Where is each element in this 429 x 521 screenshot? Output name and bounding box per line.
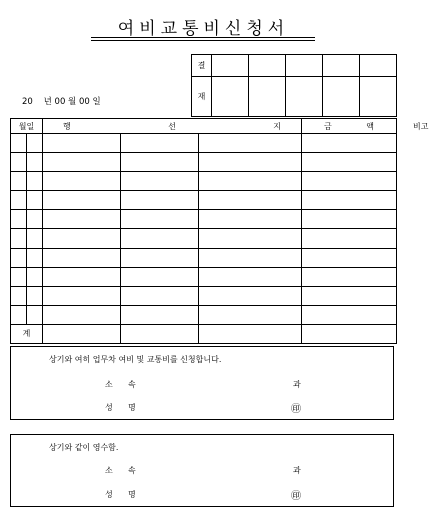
amount-cell[interactable] — [199, 153, 302, 172]
route-from-cell[interactable] — [43, 229, 121, 248]
amount-cell[interactable] — [199, 191, 302, 210]
day-cell[interactable] — [27, 153, 43, 172]
title-underline-bottom — [91, 40, 315, 41]
receipt-affiliation-label: 소 속 — [105, 466, 136, 475]
page-title: 여비교통비신청서 — [117, 19, 290, 39]
amount-cell[interactable] — [199, 286, 302, 305]
month-cell[interactable] — [11, 134, 27, 153]
total-label: 계 — [11, 324, 43, 343]
day-cell[interactable] — [27, 210, 43, 229]
amount-cell[interactable] — [199, 172, 302, 191]
day-cell[interactable] — [27, 267, 43, 286]
total-cell[interactable] — [121, 324, 199, 343]
approval-cell[interactable] — [212, 55, 249, 77]
request-box — [10, 346, 394, 420]
table-row — [11, 172, 397, 191]
approval-signature-cell[interactable] — [360, 77, 397, 117]
route-from-cell[interactable] — [43, 134, 121, 153]
receipt-dept-suffix: 과 — [293, 466, 301, 475]
amount-cell[interactable] — [199, 210, 302, 229]
remarks-cell[interactable] — [302, 172, 397, 191]
request-dept-suffix: 과 — [293, 380, 301, 389]
header-amount — [302, 119, 397, 134]
title-underline-top — [91, 37, 315, 38]
approval-cell[interactable] — [323, 55, 360, 77]
receipt-box — [10, 434, 394, 507]
table-row — [11, 267, 397, 286]
table-row — [11, 286, 397, 305]
request-affiliation-label: 소 속 — [105, 380, 136, 389]
amount-cell[interactable] — [199, 134, 302, 153]
table-row — [11, 191, 397, 210]
route-to-cell[interactable] — [121, 172, 199, 191]
route-from-cell[interactable] — [43, 286, 121, 305]
route-to-cell[interactable] — [121, 210, 199, 229]
day-cell[interactable] — [27, 248, 43, 267]
route-to-cell[interactable] — [121, 153, 199, 172]
approval-box — [191, 54, 397, 117]
route-to-cell[interactable] — [121, 248, 199, 267]
month-cell[interactable] — [11, 210, 27, 229]
approval-signature-cell[interactable] — [212, 77, 249, 117]
route-to-cell[interactable] — [121, 134, 199, 153]
month-cell[interactable] — [11, 191, 27, 210]
amount-cell[interactable] — [199, 248, 302, 267]
route-from-cell[interactable] — [43, 210, 121, 229]
approval-label-bottom: 재 — [192, 77, 212, 117]
route-to-cell[interactable] — [121, 267, 199, 286]
total-cell[interactable] — [43, 324, 121, 343]
total-cell[interactable] — [199, 324, 302, 343]
approval-label-top: 결 — [192, 55, 212, 77]
date-line: 20 년 00 월 00 일 — [22, 97, 101, 107]
table-row — [11, 305, 397, 324]
request-statement: 상기와 여히 업무차 여비 및 교통비를 신청합니다. — [49, 355, 222, 364]
month-cell[interactable] — [11, 153, 27, 172]
receipt-statement: 상기와 같이 영수함. — [49, 443, 119, 452]
approval-cell[interactable] — [286, 55, 323, 77]
remarks-cell[interactable] — [302, 210, 397, 229]
month-cell[interactable] — [11, 305, 27, 324]
month-cell[interactable] — [11, 248, 27, 267]
table-row — [11, 134, 397, 153]
route-to-cell[interactable] — [121, 191, 199, 210]
remarks-cell[interactable] — [302, 286, 397, 305]
route-from-cell[interactable] — [43, 172, 121, 191]
route-from-cell[interactable] — [43, 267, 121, 286]
table-row — [11, 248, 397, 267]
route-to-cell[interactable] — [121, 305, 199, 324]
table-row — [11, 229, 397, 248]
header-remarks-char: 고 — [420, 121, 429, 131]
month-cell[interactable] — [11, 267, 27, 286]
request-name-label: 성 명 — [105, 403, 136, 412]
route-to-cell[interactable] — [121, 229, 199, 248]
header-route-char: 행 — [63, 121, 71, 131]
month-cell[interactable] — [11, 286, 27, 305]
header-remarks-char: 비 — [413, 121, 421, 131]
table-row — [11, 210, 397, 229]
day-cell[interactable] — [27, 134, 43, 153]
remarks-cell[interactable] — [302, 191, 397, 210]
approval-signature-cell[interactable] — [249, 77, 286, 117]
remarks-cell[interactable] — [302, 134, 397, 153]
amount-cell[interactable] — [199, 267, 302, 286]
approval-signature-cell[interactable] — [286, 77, 323, 117]
header-amount-char: 액 — [366, 121, 375, 131]
route-from-cell[interactable] — [43, 248, 121, 267]
route-from-cell[interactable] — [43, 305, 121, 324]
header-route — [43, 119, 302, 134]
remarks-cell[interactable] — [302, 153, 397, 172]
day-cell[interactable] — [27, 286, 43, 305]
remarks-cell[interactable] — [302, 267, 397, 286]
route-from-cell[interactable] — [43, 191, 121, 210]
amount-cell[interactable] — [199, 305, 302, 324]
total-cell[interactable] — [302, 324, 397, 343]
day-cell[interactable] — [27, 191, 43, 210]
amount-cell[interactable] — [199, 229, 302, 248]
receipt-seal-icon: ㊞ — [291, 491, 301, 502]
month-cell[interactable] — [11, 229, 27, 248]
header-route-char: 선 — [168, 121, 176, 131]
expense-table — [10, 118, 429, 344]
header-date: 월일 — [11, 119, 43, 134]
approval-cell[interactable] — [249, 55, 286, 77]
month-cell[interactable] — [11, 172, 27, 191]
route-to-cell[interactable] — [121, 286, 199, 305]
remarks-cell[interactable] — [302, 305, 397, 324]
day-cell[interactable] — [27, 229, 43, 248]
table-row — [11, 153, 397, 172]
header-route-char: 지 — [273, 121, 282, 131]
request-seal-icon: ㊞ — [291, 404, 301, 415]
approval-cell[interactable] — [360, 55, 397, 77]
receipt-name-label: 성 명 — [105, 490, 136, 499]
day-cell[interactable] — [27, 172, 43, 191]
day-cell[interactable] — [27, 305, 43, 324]
header-amount-char: 금 — [324, 121, 332, 131]
remarks-cell[interactable] — [302, 248, 397, 267]
approval-signature-cell[interactable] — [323, 77, 360, 117]
route-from-cell[interactable] — [43, 153, 121, 172]
remarks-cell[interactable] — [302, 229, 397, 248]
